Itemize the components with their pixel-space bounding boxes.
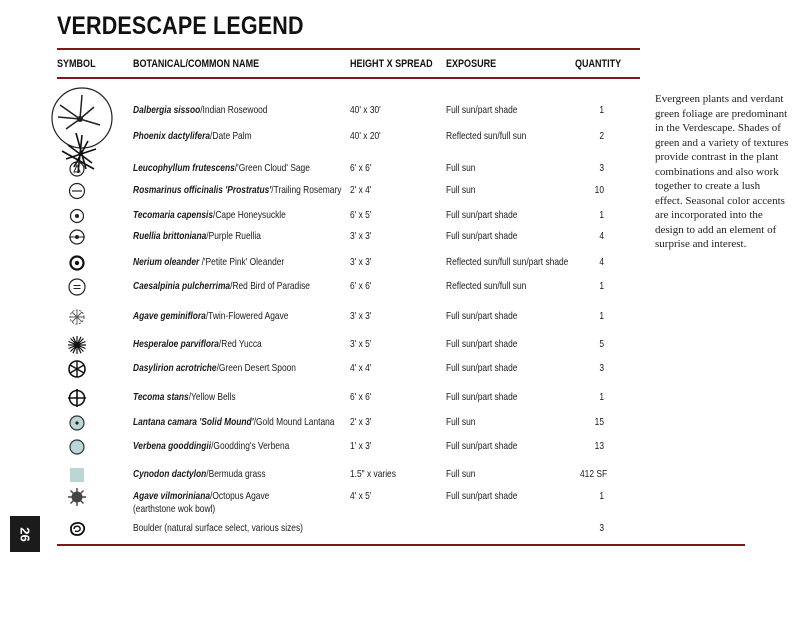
common-name: /Octopus Agave: [210, 490, 270, 502]
height-spread: 40' x 30': [350, 104, 381, 116]
common-name: Boulder (natural surface select, various sizes): [133, 522, 303, 534]
height-spread: 3' x 5': [350, 338, 372, 350]
botanical-name: Phoenix dactylifera: [133, 130, 211, 142]
legend-row: [0, 416, 640, 436]
starburst-circle-icon: [66, 307, 88, 327]
height-spread: 4' x 5': [350, 490, 372, 502]
exposure: Full sun/part shade: [446, 310, 518, 322]
plant-name: [133, 440, 289, 453]
common-name: /Twin-Flowered Agave: [205, 310, 289, 322]
header-exposure: EXPOSURE: [446, 58, 497, 70]
legend-row: [0, 184, 640, 204]
common-name: /Indian Rosewood: [200, 104, 268, 116]
header-rule: [57, 77, 640, 79]
common-name-note: (earthstone wok bowl): [133, 503, 216, 515]
crosshair-icon: [66, 388, 88, 408]
common-name: /Bermuda grass: [206, 468, 266, 480]
grass-square-icon: [66, 465, 88, 485]
legend-row: [0, 230, 640, 250]
height-spread: 40' x 20': [350, 130, 381, 142]
common-name: /Cape Honeysuckle: [213, 209, 286, 221]
quantity: 1: [599, 209, 604, 221]
quantity: 412 SF: [580, 468, 608, 480]
botanical-name: Hesperaloe parviflora: [133, 338, 219, 350]
bottom-rule: [57, 544, 745, 546]
plant-name: [133, 256, 284, 269]
height-spread: 3' x 3': [350, 310, 372, 322]
legend-row: [0, 310, 640, 330]
botanical-name: Agave geminiflora: [133, 310, 206, 322]
common-name: /Red Bird of Paradise: [230, 280, 310, 292]
botanical-name: Nerium oleander: [133, 256, 200, 268]
common-name: /Trailing Rosemary: [271, 184, 342, 196]
filled-circle-dot-icon: [66, 413, 88, 433]
quantity: 3: [599, 362, 604, 374]
height-spread: 4' x 4': [350, 362, 372, 374]
sidebar-description: Evergreen plants and verdant green foliage are predominant in the Verdescape. Shades of green and a variety of textures provide contrast in the plant combinations and also work together to create a lush effect. Seasonal color accents are incorporated into the design to add an element of surprise and interest.: [655, 93, 789, 250]
plant-name: [133, 468, 266, 481]
legend-row: [0, 130, 640, 150]
common-name: /Yellow Bells: [188, 391, 236, 403]
botanical-name: Dasylirion acrotriche: [133, 362, 217, 374]
plant-name: [133, 209, 286, 222]
common-name: /'Green Cloud' Sage: [234, 162, 310, 174]
circle-dot-icon: [66, 206, 88, 226]
circle-asterisk-icon: [66, 359, 88, 379]
legend-row: [0, 468, 640, 488]
legend-row: [0, 162, 640, 182]
quantity: 15: [594, 416, 604, 428]
spiky-burst-icon: [66, 335, 88, 355]
exposure: Full sun: [446, 468, 476, 480]
botanical-name: Caesalpinia pulcherrima: [133, 280, 231, 292]
quantity: 5: [599, 338, 604, 350]
botanical-name: Tecoma stans: [133, 391, 189, 403]
header-quantity: QUANTITY: [575, 58, 622, 70]
quantity: 13: [594, 440, 604, 452]
plant-name: [133, 416, 334, 429]
common-name: /Red Yucca: [218, 338, 262, 350]
quantity: 4: [599, 230, 604, 242]
quantity: 4: [599, 256, 604, 268]
botanical-name: Verbena gooddingii: [133, 440, 212, 452]
height-spread: 1' x 3': [350, 440, 372, 452]
legend-row: [0, 209, 640, 229]
exposure: Full sun/part shade: [446, 209, 518, 221]
legend-row: [0, 362, 640, 382]
height-spread: 6' x 6': [350, 280, 372, 292]
height-spread: 6' x 6': [350, 391, 372, 403]
plant-name: [133, 310, 288, 323]
plant-name: [133, 391, 236, 404]
plant-name: [133, 230, 261, 243]
legend-row: [0, 490, 640, 515]
bold-circle-dot-icon: [66, 253, 88, 273]
quantity: 1: [599, 280, 604, 292]
quantity: 1: [599, 391, 604, 403]
plant-name: [133, 130, 252, 143]
exposure: Full sun: [446, 416, 476, 428]
boulder-icon: [66, 519, 88, 539]
page-number-tab: [10, 516, 40, 552]
legend-row: [0, 391, 640, 411]
exposure: Full sun/part shade: [446, 490, 518, 502]
common-name: /Purple Ruellia: [206, 230, 261, 242]
circle-line-icon: [66, 181, 88, 201]
exposure: Reflected sun/full sun: [446, 130, 527, 142]
header-symbol: SYMBOL: [57, 58, 96, 70]
plant-name: [133, 280, 310, 293]
botanical-name: Tecomaria capensis: [133, 209, 213, 221]
legend-row: [0, 256, 640, 276]
exposure: Full sun: [446, 162, 476, 174]
height-spread: 6' x 6': [350, 162, 372, 174]
plant-name: [133, 338, 262, 351]
exposure: Full sun: [446, 184, 476, 196]
plant-name: [133, 162, 310, 175]
plant-name: [133, 104, 267, 117]
page-title: VERDESCAPE LEGEND: [57, 12, 304, 40]
height-spread: 2' x 4': [350, 184, 372, 196]
exposure: Reflected sun/full sun: [446, 280, 527, 292]
legend-row: [0, 338, 640, 358]
height-spread: 3' x 3': [350, 230, 372, 242]
common-name: /Green Desert Spoon: [216, 362, 296, 374]
plant-name: [133, 184, 341, 197]
exposure: Full sun/part shade: [446, 338, 518, 350]
exposure: Full sun/part shade: [446, 391, 518, 403]
botanical-name: Leucophyllum frutescens: [133, 162, 235, 174]
legend-row: [0, 440, 640, 460]
height-spread: 6' x 5': [350, 209, 372, 221]
exposure: Full sun/part shade: [446, 440, 518, 452]
botanical-name: Dalbergia sissoo: [133, 104, 201, 116]
top-rule: [57, 48, 640, 50]
plant-name: [133, 362, 296, 375]
quantity: 3: [599, 162, 604, 174]
common-name: /'Petite Pink' Oleander: [199, 256, 285, 268]
legend-row: [0, 522, 640, 542]
botanical-name: Cynodon dactylon: [133, 468, 207, 480]
common-name: /Gold Mound Lantana: [253, 416, 335, 428]
filled-circle-icon: [66, 437, 88, 457]
circle-cross-dot-icon: [66, 227, 88, 247]
page-number: 26: [17, 526, 33, 542]
exposure: Full sun/part shade: [446, 104, 518, 116]
common-name: /Goodding's Verbena: [211, 440, 290, 452]
quantity: 1: [599, 490, 604, 502]
legend-row: [0, 104, 640, 124]
botanical-name: Rosmarinus officinalis 'Prostratus': [133, 184, 272, 196]
dark-agave-icon: [66, 487, 88, 507]
circle-triangle-icon: [66, 159, 88, 179]
exposure: Full sun/part shade: [446, 362, 518, 374]
quantity: 1: [599, 310, 604, 322]
height-spread: 2' x 3': [350, 416, 372, 428]
botanical-name: Agave vilmoriniana: [133, 490, 211, 502]
botanical-name: Ruellia brittoniana: [133, 230, 207, 242]
height-spread: 3' x 3': [350, 256, 372, 268]
quantity: 1: [599, 104, 604, 116]
plant-name: [133, 490, 269, 516]
circle-equals-icon: [66, 277, 88, 297]
botanical-name: Lantana camara 'Solid Mound': [133, 416, 254, 428]
legend-row: [0, 280, 640, 300]
height-spread: 1.5" x varies: [350, 468, 396, 480]
exposure: Reflected sun/full sun/part shade: [446, 256, 569, 268]
quantity: 10: [594, 184, 604, 196]
plant-name: [133, 522, 303, 535]
header-size: HEIGHT X SPREAD: [350, 58, 433, 70]
quantity: 3: [599, 522, 604, 534]
common-name: /Date Palm: [210, 130, 252, 142]
quantity: 2: [599, 130, 604, 142]
header-botanical: BOTANICAL/COMMON NAME: [133, 58, 260, 70]
exposure: Full sun/part shade: [446, 230, 518, 242]
